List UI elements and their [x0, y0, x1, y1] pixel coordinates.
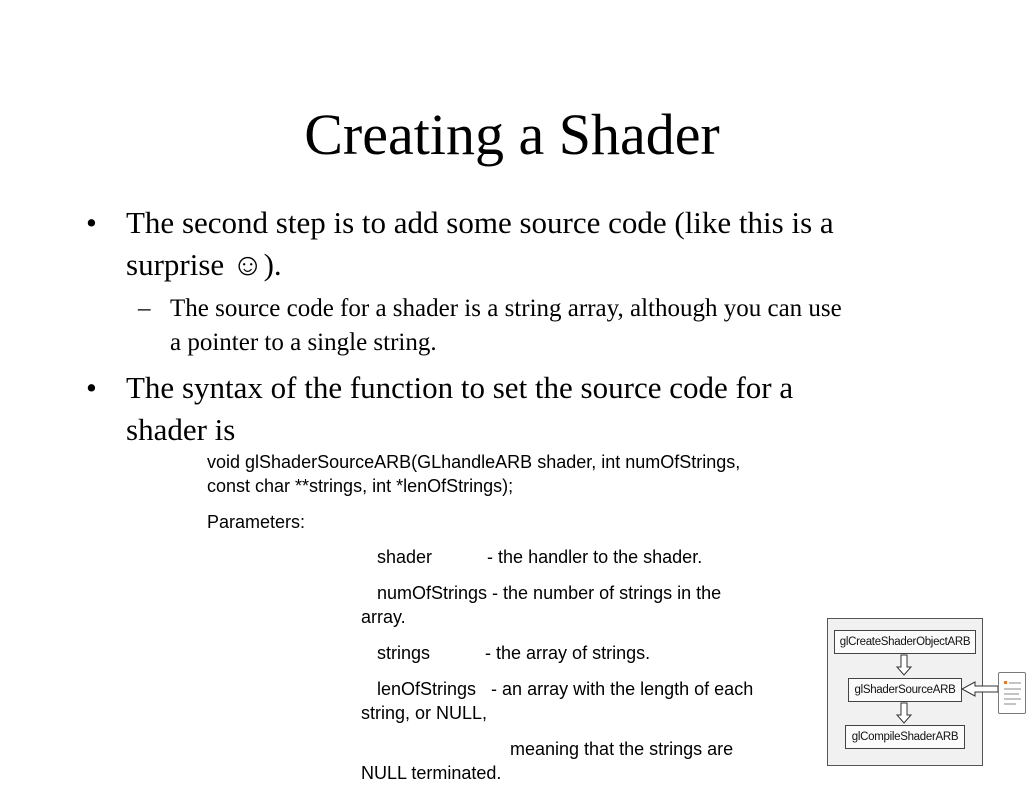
- left-arrow-icon: [961, 681, 999, 697]
- bullet-marker: •: [86, 205, 97, 240]
- diagram-step-source: glShaderSourceARB: [848, 678, 962, 702]
- param-lenofstrings: lenOfStrings - an array with the length of each: [377, 679, 754, 699]
- bullet-text-fragment: surprise: [126, 247, 232, 282]
- subbullet-string-array: [138, 292, 950, 360]
- param-strings: strings - the array of strings.: [377, 643, 651, 663]
- bullet-text-line: [126, 244, 926, 286]
- document-lines-icon: [999, 673, 1025, 713]
- smiley-icon: ☺: [231, 247, 264, 282]
- param-numofstrings-continued: array.: [361, 607, 406, 627]
- param-meaning: meaning that the strings are: [510, 739, 734, 759]
- function-signature-line: const char **strings, int *lenOfStrings);: [207, 476, 514, 496]
- function-signature-line: void glShaderSourceARB(GLhandleARB shader, int numOfStrings,: [207, 452, 741, 472]
- subbullet-text-line: The source code for a shader is a string array, although you can use: [170, 295, 842, 322]
- bullet-syntax: [86, 367, 926, 451]
- document-icon: [998, 672, 1026, 714]
- subbullet-text-line: a pointer to a single string.: [170, 329, 437, 356]
- bullet-marker: •: [86, 370, 97, 405]
- bullet-text-line: The syntax of the function to set the source code for a: [126, 370, 794, 405]
- param-lenofstrings-continued: string, or NULL,: [361, 703, 488, 723]
- param-numofstrings: numOfStrings - the number of strings in the: [377, 583, 722, 603]
- bullet-text-line: The second step is to add some source code (like this is a: [126, 205, 834, 240]
- bullet-text-line: shader is: [126, 412, 236, 447]
- shader-pipeline-diagram: [827, 618, 983, 766]
- param-shader: shader - the handler to the shader.: [377, 547, 703, 567]
- diagram-step-create: glCreateShaderObjectARB: [834, 630, 976, 654]
- down-arrow-icon: [896, 702, 912, 724]
- down-arrow-icon: [896, 654, 912, 676]
- subbullet-marker: –: [138, 295, 151, 322]
- param-meaning-continued: NULL terminated.: [361, 763, 502, 783]
- diagram-step-compile: glCompileShaderARB: [845, 725, 965, 749]
- bullet-source-code: [86, 202, 926, 286]
- slide-title: Creating a Shader: [304, 102, 720, 167]
- bullet-text-fragment: ).: [263, 247, 282, 282]
- parameters-heading: Parameters:: [207, 512, 306, 532]
